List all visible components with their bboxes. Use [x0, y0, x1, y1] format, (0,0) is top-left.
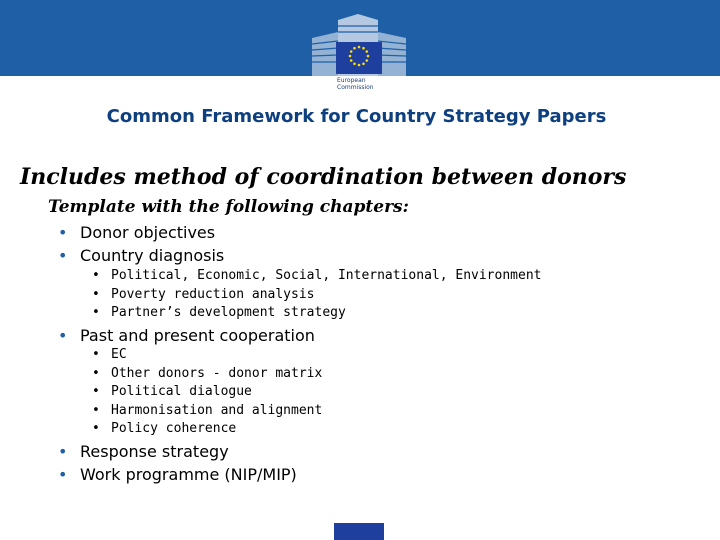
logo-text-line1: European	[337, 77, 366, 84]
bullet-item: • Work programme (NIP/MIP)	[58, 463, 297, 486]
logo-text	[337, 77, 374, 91]
sub-bullet-item: • Partner’s development strategy	[92, 304, 541, 323]
bullet-item: • Donor objectives	[58, 221, 224, 244]
sub-bullet-item: • EC	[92, 346, 322, 365]
sub-bullet-item: • Political, Economic, Social, International, Environment	[92, 267, 541, 286]
sub-statement: Template with the following chapters:	[48, 197, 409, 217]
bullet-list-group2	[58, 324, 315, 347]
sub-bullet-item: • Political dialogue	[92, 383, 322, 402]
sub-bullet-item: • Policy coherence	[92, 420, 322, 439]
sub-bullet-item: • Other donors - donor matrix	[92, 365, 322, 384]
sub-bullet-list-diagnosis	[92, 267, 541, 323]
bullet-item: • Past and present cooperation	[58, 324, 315, 347]
bullet-item: • Response strategy	[58, 440, 297, 463]
sub-bullet-item: • Poverty reduction analysis	[92, 286, 541, 305]
footer-flag-bar	[334, 523, 384, 540]
bullet-item: • Country diagnosis	[58, 244, 224, 267]
main-statement: Includes method of coordination between donors	[20, 164, 627, 190]
bullet-list-group1	[58, 221, 224, 267]
slide-heading	[0, 106, 720, 127]
bullet-list-group3	[58, 440, 297, 486]
logo-text-line2: Commission	[337, 84, 374, 91]
slide-heading-text: Common Framework for Country Strategy Papers	[106, 106, 607, 127]
sub-bullet-item: • Harmonisation and alignment	[92, 402, 322, 421]
sub-bullet-list-cooperation	[92, 346, 322, 439]
